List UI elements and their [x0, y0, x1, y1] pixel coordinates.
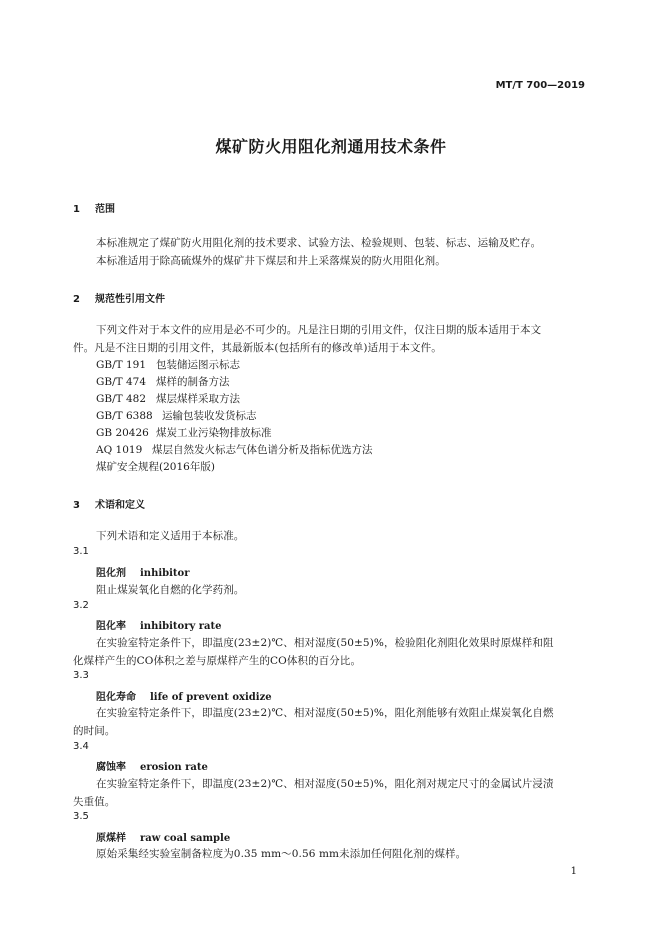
paragraph: 下列文件对于本文件的应用是必不可少的。凡是注日期的引用文件，仅注日期的版本适用于本文	[96, 324, 542, 336]
term-number: 3.3	[73, 670, 89, 681]
reference-item	[96, 408, 257, 423]
reference-code: GB/T 474	[96, 376, 147, 388]
term-number: 3.2	[73, 600, 89, 611]
term-en: inhibitor	[140, 568, 190, 579]
term-definition: 原始采集经实验室制备粒度为0.35 mm～0.56 mm未添加任何阻化剂的煤样。	[96, 848, 467, 860]
term-definition: 阻止煤炭氧化自燃的化学药剂。	[96, 584, 245, 596]
term-definition: 失重值。	[73, 796, 116, 808]
reference-code: GB/T 191	[96, 359, 147, 371]
term-title	[96, 758, 208, 773]
term-zh: 阻化寿命	[96, 692, 136, 703]
reference-item	[96, 357, 240, 372]
reference-name: 运输包装收发货标志	[162, 410, 257, 422]
term-definition: 在实验室特定条件下，即温度(23±2)℃、相对湿度(50±5)%，检验阻化剂阻化效果时原煤样和阻	[96, 637, 554, 649]
section-title: 术语和定义	[95, 500, 145, 511]
term-zh: 阻化率	[96, 621, 126, 632]
reference-code: GB/T 482	[96, 393, 147, 405]
term-zh: 原煤样	[96, 833, 126, 844]
paragraph: 本标准适用于除高硫煤外的煤矿井下煤层和井上采落煤炭的防火用阻化剂。	[96, 255, 446, 267]
reference-code: GB 20426	[96, 427, 149, 439]
reference-item: 煤矿安全规程(2016年版)	[96, 461, 215, 473]
paragraph: 件。凡是不注日期的引用文件，其最新版本(包括所有的修改单)适用于本文件。	[73, 342, 442, 354]
reference-name: 煤样的制备方法	[156, 376, 230, 388]
paragraph: 下列术语和定义适用于本标准。	[96, 530, 245, 542]
term-definition: 化煤样产生的CO体积之差与原煤样产生的CO体积的百分比。	[73, 655, 362, 667]
reference-item	[96, 374, 230, 389]
section-title: 范围	[95, 204, 115, 215]
term-zh: 阻化剂	[96, 568, 126, 579]
term-title	[96, 829, 230, 844]
standard-number: MT/T 700—2019	[495, 80, 585, 91]
term-number: 3.4	[73, 741, 89, 752]
term-en: life of prevent oxidize	[150, 692, 272, 703]
term-definition: 的时间。	[73, 725, 116, 737]
page-number: 1	[570, 866, 577, 877]
term-zh: 腐蚀率	[96, 762, 126, 773]
term-number: 3.1	[73, 546, 89, 557]
reference-code: AQ 1019	[96, 444, 143, 456]
reference-item	[96, 442, 373, 457]
term-en: erosion rate	[140, 762, 208, 773]
reference-item	[96, 425, 272, 440]
section-2-heading	[73, 290, 165, 305]
section-1-heading	[73, 200, 115, 215]
reference-name: 包装储运图示标志	[156, 359, 240, 371]
term-en: inhibitory rate	[140, 621, 222, 632]
term-definition: 在实验室特定条件下，即温度(23±2)℃、相对湿度(50±5)%，阻化剂对规定尺寸的金属试片浸渍	[96, 778, 554, 790]
reference-name: 煤层煤样采取方法	[156, 393, 240, 405]
page-title: 煤矿防火用阻化剂通用技术条件	[215, 137, 447, 156]
section-number: 3	[73, 500, 80, 511]
term-title	[96, 688, 272, 703]
section-title: 规范性引用文件	[95, 294, 165, 305]
section-number: 1	[73, 204, 80, 215]
section-number: 2	[73, 294, 80, 305]
paragraph: 本标准规定了煤矿防火用阻化剂的技术要求、试验方法、检验规则、包装、标志、运输及贮存。	[96, 237, 542, 249]
reference-name: 煤层自然发火标志气体色谱分析及指标优选方法	[152, 444, 373, 456]
section-3-heading	[73, 496, 145, 511]
term-en: raw coal sample	[140, 833, 231, 844]
reference-item	[96, 391, 240, 406]
term-definition: 在实验室特定条件下，即温度(23±2)℃、相对湿度(50±5)%，阻化剂能够有效阻止煤炭氧化自燃	[96, 707, 554, 719]
term-title	[96, 564, 190, 579]
term-number: 3.5	[73, 811, 89, 822]
term-title	[96, 617, 222, 632]
reference-name: 煤炭工业污染物排放标准	[156, 427, 272, 439]
reference-code: GB/T 6388	[96, 410, 153, 422]
